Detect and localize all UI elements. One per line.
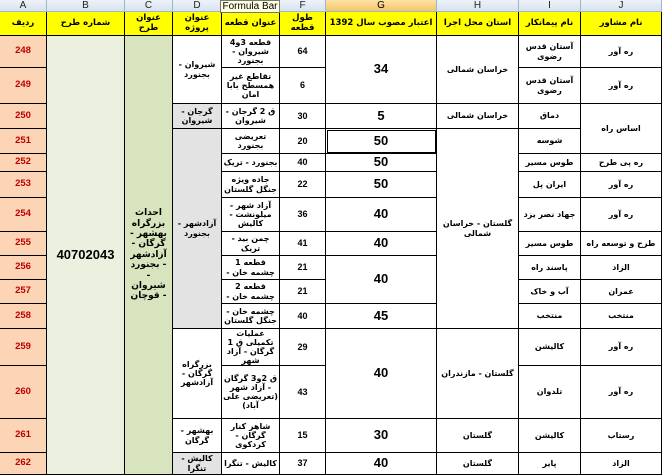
segment-cell[interactable]: تقاطع غیر همسطح بابا امان (222, 68, 280, 104)
consultant-cell[interactable]: ره آور (581, 198, 662, 232)
title-province[interactable]: استان محل اجرا (437, 12, 519, 36)
segment-cell[interactable]: کالیش - تنگرا (222, 453, 280, 475)
column-header-i[interactable]: I (519, 0, 581, 12)
contractor-cell[interactable]: طوس مسیر (519, 154, 581, 172)
province-cell[interactable]: گلستان - مازندران (437, 329, 519, 419)
column-header-h[interactable]: H (437, 0, 519, 12)
contractor-cell[interactable]: منتخب (519, 304, 581, 329)
contractor-cell[interactable]: شوسه (519, 129, 581, 154)
contractor-cell[interactable]: ایران پل (519, 172, 581, 198)
segment-cell[interactable]: ق 2 گرجان - شیروان (222, 104, 280, 129)
row-number[interactable]: 258 (0, 304, 47, 329)
title-plan-number[interactable]: شماره طرح (47, 12, 125, 36)
credit-cell[interactable]: 45 (326, 304, 437, 329)
province-cell[interactable]: خراسان شمالی (437, 36, 519, 104)
column-header-d[interactable]: D (173, 0, 222, 12)
contractor-cell[interactable]: طوس مسیر (519, 232, 581, 256)
contractor-cell[interactable]: پایر (519, 453, 581, 475)
column-header-f[interactable]: F (280, 0, 326, 12)
segment-cell[interactable]: قطعه 3و4 شیروان - بجنورد (222, 36, 280, 68)
title-length[interactable]: طول قطعه (280, 12, 326, 36)
length-cell[interactable]: 40 (280, 154, 326, 172)
contractor-cell[interactable]: کالیشن (519, 419, 581, 453)
row-number[interactable]: 254 (0, 198, 47, 232)
contractor-cell[interactable]: تلدوان (519, 366, 581, 419)
consultant-cell[interactable]: ره آور (581, 68, 662, 104)
consultant-cell[interactable]: الزاد (581, 256, 662, 280)
segment-cell[interactable]: تعریضی بجنورد (222, 129, 280, 154)
length-cell[interactable]: 20 (280, 129, 326, 154)
row-number[interactable]: 253 (0, 172, 47, 198)
row-number[interactable]: 250 (0, 104, 47, 129)
credit-cell[interactable]: 40 (326, 198, 437, 232)
project-cell[interactable]: آزادشهر - بجنورد (173, 129, 222, 329)
length-cell[interactable]: 21 (280, 280, 326, 304)
title-project[interactable]: عنوان پروژه (173, 12, 222, 36)
consultant-cell[interactable]: ره پی طرح (581, 154, 662, 172)
column-header-c[interactable]: C (125, 0, 173, 12)
credit-cell-selected[interactable]: 50 (326, 129, 437, 154)
length-cell[interactable]: 21 (280, 256, 326, 280)
contractor-cell[interactable]: پاسند راه (519, 256, 581, 280)
formula-bar-tooltip: Formula Bar (220, 0, 280, 13)
segment-cell[interactable]: چمن بید - تریک (222, 232, 280, 256)
row-number[interactable]: 248 (0, 36, 47, 68)
project-cell[interactable]: کالیش - تنگرا (173, 453, 222, 475)
length-cell[interactable]: 36 (280, 198, 326, 232)
column-header-a[interactable]: A (0, 0, 47, 12)
row-number[interactable]: 260 (0, 366, 47, 419)
province-cell[interactable]: خراسان شمالی (437, 104, 519, 129)
row-number[interactable]: 251 (0, 129, 47, 154)
contractor-cell[interactable]: کالیشن (519, 329, 581, 366)
consultant-cell[interactable]: ره آور (581, 366, 662, 419)
credit-cell[interactable]: 30 (326, 419, 437, 453)
consultant-cell[interactable]: الزاد (581, 453, 662, 475)
province-cell[interactable]: گلستان (437, 419, 519, 453)
row-number[interactable]: 257 (0, 280, 47, 304)
segment-cell[interactable]: جاده ویژه جنگل گلستان (222, 172, 280, 198)
credit-cell[interactable]: 34 (326, 36, 437, 104)
row-number[interactable]: 256 (0, 256, 47, 280)
project-cell[interactable]: بزرگراه گرگان - آزادشهر (173, 329, 222, 419)
title-plan-title[interactable]: عنوان طرح (125, 12, 173, 36)
title-credit[interactable]: اعتبار مصوب سال 1392 (326, 12, 437, 36)
project-cell[interactable]: گرجان - شیروان (173, 104, 222, 129)
title-contractor[interactable]: نام پیمانکار (519, 12, 581, 36)
segment-cell[interactable]: شاهر کنار گرگان - کردکوی (222, 419, 280, 453)
title-radif[interactable]: ردیف (0, 12, 47, 36)
consultant-cell[interactable]: ره آور (581, 172, 662, 198)
segment-cell[interactable]: بجنورد - تریک (222, 154, 280, 172)
segment-cell[interactable]: عملیات تکمیلی ق 1 گرگان - آزاد شهر (222, 329, 280, 366)
consultant-cell[interactable]: منتخب (581, 304, 662, 329)
plan-number-cell[interactable]: 40702043 (47, 36, 125, 475)
segment-cell[interactable]: ق 2و3 گرگان - آزاد شهر (تعریضی علی آباد) (222, 366, 280, 419)
project-cell[interactable]: بهشهر - گرگان (173, 419, 222, 453)
consultant-cell[interactable]: اساس راه (581, 104, 662, 154)
province-cell[interactable]: گلستان (437, 453, 519, 475)
consultant-cell[interactable]: ره آور (581, 329, 662, 366)
length-cell[interactable]: 6 (280, 68, 326, 104)
consultant-cell[interactable]: طرح و توسعه راه (581, 232, 662, 256)
consultant-cell[interactable]: رستاب (581, 419, 662, 453)
length-cell[interactable]: 15 (280, 419, 326, 453)
contractor-cell[interactable]: آستان قدس رضوی (519, 68, 581, 104)
consultant-cell[interactable]: عمران (581, 280, 662, 304)
length-cell[interactable]: 30 (280, 104, 326, 129)
credit-cell[interactable]: 40 (326, 232, 437, 256)
title-consultant[interactable]: نام مشاور (581, 12, 662, 36)
credit-cell[interactable]: 40 (326, 453, 437, 475)
contractor-cell[interactable]: دماق (519, 104, 581, 129)
segment-cell[interactable]: چشمه خان - جنگل گلستان (222, 304, 280, 329)
contractor-cell[interactable]: آستان قدس رضوی (519, 36, 581, 68)
length-cell[interactable]: 29 (280, 329, 326, 366)
credit-cell[interactable]: 5 (326, 104, 437, 129)
credit-cell[interactable]: 50 (326, 172, 437, 198)
project-cell[interactable]: شیروان - بجنورد (173, 36, 222, 104)
row-number[interactable]: 262 (0, 453, 47, 475)
row-number[interactable]: 252 (0, 154, 47, 172)
length-cell[interactable]: 37 (280, 453, 326, 475)
province-cell[interactable]: گلستان - خراسان شمالی (437, 129, 519, 329)
column-header-g[interactable]: G (326, 0, 437, 12)
credit-cell[interactable]: 40 (326, 256, 437, 304)
length-cell[interactable]: 22 (280, 172, 326, 198)
length-cell[interactable]: 43 (280, 366, 326, 419)
column-header-b[interactable]: B (47, 0, 125, 12)
row-number[interactable]: 255 (0, 232, 47, 256)
credit-cell[interactable]: 40 (326, 329, 437, 419)
title-segment[interactable]: عنوان قطعه (222, 12, 280, 36)
segment-cell[interactable]: قطعه 2 چشمه خان - (222, 280, 280, 304)
length-cell[interactable]: 64 (280, 36, 326, 68)
contractor-cell[interactable]: جهاد نصر یزد (519, 198, 581, 232)
length-cell[interactable]: 40 (280, 304, 326, 329)
plan-title-cell[interactable]: احداث بزرگراه بهشهر - گرگان - آزادشهر - بجنورد - شیروان - قوچان (125, 36, 173, 475)
contractor-cell[interactable]: آب و خاک (519, 280, 581, 304)
row-number[interactable]: 259 (0, 329, 47, 366)
row-number[interactable]: 261 (0, 419, 47, 453)
length-cell[interactable]: 41 (280, 232, 326, 256)
segment-cell[interactable]: آزاد شهر - میلونشت - کالیش (222, 198, 280, 232)
column-header-j[interactable]: J (581, 0, 662, 12)
credit-cell[interactable]: 50 (326, 154, 437, 172)
consultant-cell[interactable]: ره آور (581, 36, 662, 68)
segment-cell[interactable]: قطعه 1 چشمه خان - (222, 256, 280, 280)
row-number[interactable]: 249 (0, 68, 47, 104)
